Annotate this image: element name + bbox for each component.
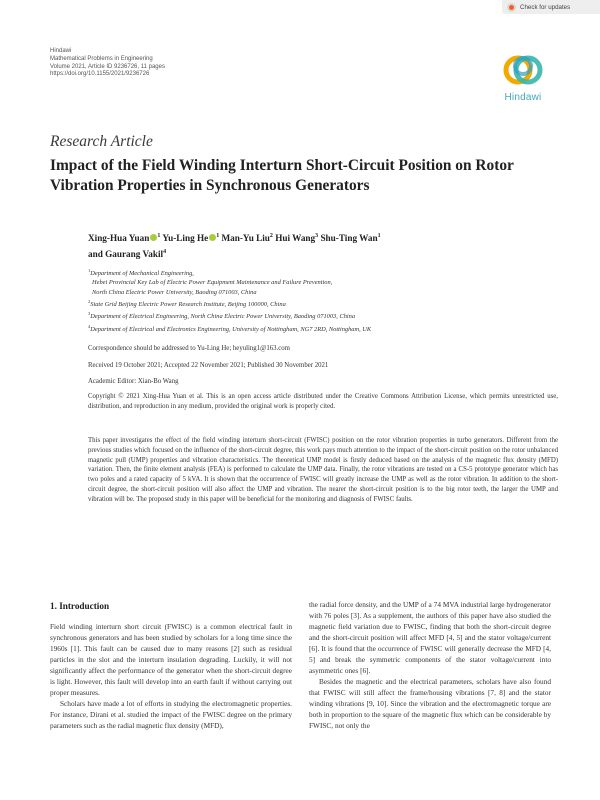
paragraph: Scholars have made a lot of efforts in studying the electromagnetic properties. For instance, Dirani et al. studied the impact of the FWISC degree on the primary parameters such as the radial magnetic flux density (MFD), bbox=[50, 699, 292, 730]
article-type: Research Article bbox=[50, 133, 153, 150]
paper-title: Impact of the Field Winding Interturn Short-Circuit Position on Rotor Vibration Properties in Synchronous Generators bbox=[50, 157, 514, 194]
author-list bbox=[88, 229, 558, 261]
affiliation-list bbox=[88, 266, 558, 334]
author-affiliation-number: 3 bbox=[315, 233, 319, 239]
journal-name: Mathematical Problems in Engineering bbox=[50, 55, 153, 62]
correspondence: Correspondence should be addressed to Yu-Ling He; heyuling1@163.com bbox=[88, 345, 290, 352]
author-name: Shu-Ting Wan bbox=[320, 233, 378, 244]
author-name: Gaurang Vakil bbox=[105, 249, 164, 260]
dates: Received 19 October 2021; Accepted 22 November 2021; Published 30 November 2021 bbox=[88, 362, 329, 369]
author-name: Yu-Ling He bbox=[162, 233, 209, 244]
left-column bbox=[50, 621, 292, 731]
affiliation-number: 2 bbox=[88, 299, 91, 305]
paragraph: Field winding interturn short circuit (FWISC) is a common electrical fault in synchronous generators and has been studied by scholars for a long time since the 1960s [1]. This fault can be caused due to many reasons [2] such as residual particles in the slot and the interturn insulation degrading. Luckily, it will not significantly affect the performance of the generator when the short-circuit degree is light. However, this fault will develop into an earth fault if without carrying out proper measures. bbox=[50, 622, 292, 697]
affiliation-line bbox=[88, 288, 558, 297]
affiliation-text: North China Electric Power University, Baoding 071003, China bbox=[92, 288, 257, 296]
paragraph: Besides the magnetic and the electrical parameters, scholars have also found that FWISC will still affect the frame/housing vibrations [7, 8] and the stator winding vibrations [9, 10]. Since the vibration and the electromagnetic torque are both in proportion to the square of the magnetic flux which can be considerable by FWISC, not only the bbox=[309, 677, 551, 730]
journal-info bbox=[50, 48, 165, 79]
affiliation-line bbox=[88, 278, 558, 287]
author-name: Man-Yu Liu bbox=[221, 233, 270, 244]
hindawi-logo-text: Hindawi bbox=[504, 92, 542, 103]
affiliation-line bbox=[88, 322, 558, 334]
author-affiliation-number: 1 bbox=[377, 233, 381, 239]
doi-link[interactable]: https://doi.org/10.1155/2021/9236726 bbox=[50, 71, 150, 78]
check-for-updates-icon bbox=[507, 3, 516, 12]
abstract: This paper investigates the effect of the field winding interturn short-circuit (FWISC) position on the rotor vibration properties in turbo generators. Different from the previous studies which focused on the influence of the short-circuit degree, this work pays much attention to the impact of the short-circuit position on the rotor unbalanced magnetic pull (UMP) properties and vibration characteristics. The theoretical UMP model is firstly deduced based on the analysis of the magnetic flux density (MFD) variation. Then, the finite element analysis (FEA) is performed to calculate the UMP data. Finally, the rotor vibrations are tested on a CS-5 prototype generator which has two poles and a rated capacity of 5 kVA. It is shown that the occurrence of FWISC will greatly increase the UMP as well as the rotor vibration. In addition to the short-circuit degree, the short-circuit position will also affect the UMP and vibration. The nearer the short-circuit position is to the big rotor teeth, the larger the UMP and vibration will be. The proposed study in this paper will be beneficial for the monitoring and diagnosis of FWISC faults. bbox=[88, 437, 558, 503]
affiliation-text: Hebei Provincial Key Lab of Electric Power Equipment Maintenance and Failure Prevention, bbox=[92, 279, 333, 287]
affiliation-number: 3 bbox=[88, 311, 91, 317]
volume-line: Volume 2021, Article ID 9236726, 11 pages bbox=[50, 63, 165, 70]
affiliation-line bbox=[88, 297, 558, 309]
author-affiliation-number: 1 bbox=[157, 233, 161, 239]
author-affiliation-number: 1 bbox=[216, 233, 220, 239]
affiliation-text: State Grid Beijing Electric Power Research Institute, Beijing 100000, China bbox=[90, 301, 286, 309]
affiliation-line bbox=[88, 309, 558, 321]
section-heading: 1. Introduction bbox=[50, 601, 110, 611]
affiliation-number: 1 bbox=[88, 268, 91, 273]
publisher-name: Hindawi bbox=[50, 48, 72, 54]
affiliation-line bbox=[88, 266, 558, 278]
paragraph: the radial force density, and the UMP of a 74 MVA industrial large hydrogenerator with 76 poles [3]. As a supplement, the authors of this paper have also studied the magnetic field variation due to FWISC, finding that both the short-circuit degree and the short-circuit position will affect MFD [4, 5] and the stator voltage/current [6]. It is found that the occurrence of FWISC will generally decrease the MFD [4, 5] and break the symmetric components of the stator voltage/current into asymmetric ones [6]. bbox=[309, 600, 551, 675]
academic-editor: Academic Editor: Xian-Bo Wang bbox=[88, 378, 179, 385]
author-affiliation-number: 4 bbox=[163, 249, 167, 256]
author-affiliation-number: 2 bbox=[269, 233, 273, 239]
check-for-updates-badge[interactable] bbox=[502, 0, 600, 14]
affiliation-text: Department of Mechanical Engineering, bbox=[90, 270, 194, 278]
author-name: Hui Wang bbox=[275, 233, 316, 244]
author-conjunction: and bbox=[88, 249, 106, 260]
check-for-updates-label: Check for updates bbox=[520, 3, 571, 11]
author-name: Xing-Hua Yuan bbox=[88, 233, 150, 244]
copyright-notice: Copyright © 2021 Xing-Hua Yuan et al. This is an open access article distributed under the Creative Commons Attribution License, which permits unrestricted use, distribution, and reproduction in any medium, provided the original work is properly cited. bbox=[88, 393, 558, 410]
affiliation-number: 4 bbox=[88, 323, 91, 329]
right-column bbox=[309, 599, 551, 731]
affiliation-text: Department of Electrical and Electronics Engineering, University of Nottingham, NG7 2RD, Nottingham, UK bbox=[90, 325, 372, 333]
affiliation-text: Department of Electrical Engineering, North China Electric Power University, Baoding 071003, China bbox=[90, 313, 356, 321]
